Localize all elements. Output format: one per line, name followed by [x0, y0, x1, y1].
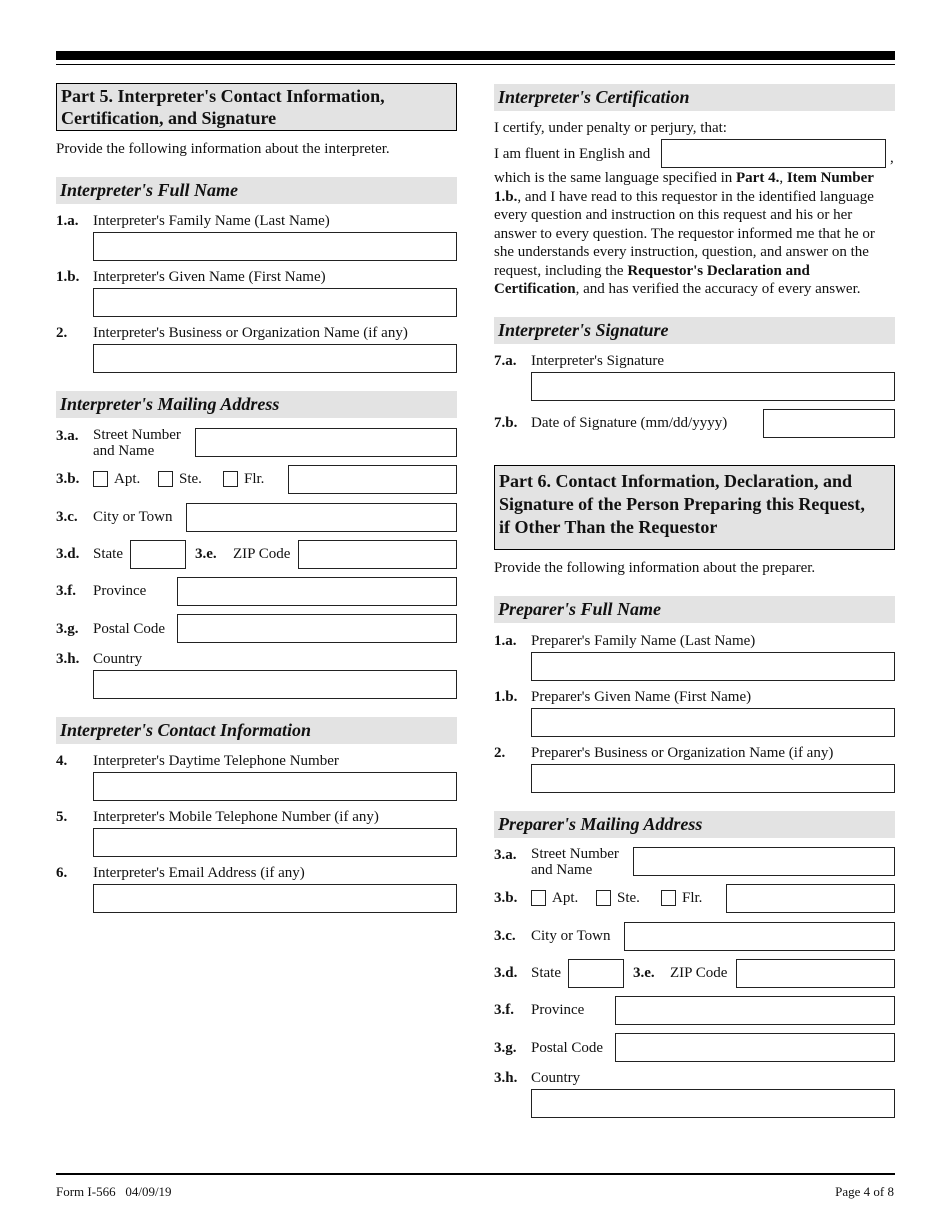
interpreter-full-name-heading: Interpreter's Full Name [56, 177, 457, 204]
item-number: 3.a. [494, 847, 517, 863]
cert-bold-item: Item Number 1.b. [494, 170, 874, 205]
item-number: 2. [56, 325, 68, 341]
interpreter-province-input[interactable] [177, 577, 457, 606]
street-label-line1: Street Number [531, 846, 619, 862]
checkbox-label: Ste. [617, 890, 640, 906]
item-number: 4. [56, 753, 68, 769]
cert-text-4: , and has verified the accuracy of every answer. [575, 281, 861, 297]
preparer-unit-input[interactable] [726, 884, 895, 913]
field-label: Country [93, 651, 143, 667]
field-label: Country [531, 1070, 581, 1086]
interpreter-family-name-input[interactable] [93, 232, 457, 261]
part6-title-line3: if Other Than the Requestor [499, 517, 718, 537]
interpreter-intro: Provide the following information about the interpreter. [56, 141, 390, 157]
preparer-full-name-heading: Preparer's Full Name [494, 596, 895, 623]
interpreter-given-name-input[interactable] [93, 288, 457, 317]
checkbox-label: Ste. [179, 471, 202, 487]
preparer-province-input[interactable] [615, 996, 895, 1025]
page-number: Page 4 of 8 [835, 1184, 894, 1199]
item-number: 3.h. [56, 651, 80, 667]
checkbox-label: Apt. [114, 471, 141, 487]
field-label: City or Town [93, 509, 173, 525]
cert-line1: I certify, under penalty or perjury, that: [494, 120, 727, 136]
interpreter-street-input[interactable] [195, 428, 457, 457]
cert-bold-part4: Part 4. [736, 170, 780, 186]
header-rule-thin [56, 64, 895, 65]
item-number: 3.c. [56, 509, 78, 525]
preparer-given-name-input[interactable] [531, 708, 895, 737]
interpreter-country-input[interactable] [93, 670, 457, 699]
item-number: 7.b. [494, 415, 518, 431]
item-number: 7.a. [494, 353, 517, 369]
interpreter-state-input[interactable] [130, 540, 186, 569]
part6-title [494, 465, 895, 550]
interpreter-daytime-phone-input[interactable] [93, 772, 457, 801]
item-number: 6. [56, 865, 68, 881]
checkbox-label: Flr. [244, 471, 265, 487]
cert-paragraph [494, 169, 895, 299]
item-number: 5. [56, 809, 68, 825]
cert-text-3: , and I have read to this requestor in the identified language every question and instruction on this request and his or her answer to every question. The requestor informed me that he or she understands every instruction, question, and answer on the request, including the [494, 188, 875, 279]
flr-checkbox[interactable] [661, 890, 676, 906]
preparer-intro: Provide the following information about the preparer. [494, 560, 816, 576]
field-label: Preparer's Business or Organization Name (if any) [531, 745, 834, 761]
preparer-street-input[interactable] [633, 847, 895, 876]
field-label: ZIP Code [233, 546, 291, 562]
field-label: Interpreter's Daytime Telephone Number [93, 753, 339, 769]
interpreter-city-input[interactable] [186, 503, 457, 532]
field-label: Preparer's Family Name (Last Name) [531, 633, 756, 649]
field-label: Postal Code [531, 1040, 604, 1056]
checkbox-label: Flr. [682, 890, 703, 906]
preparer-country-input[interactable] [531, 1089, 895, 1118]
item-number: 3.f. [56, 583, 76, 599]
item-number: 1.b. [56, 269, 80, 285]
cert-text-1: which is the same language specified in [494, 170, 737, 186]
item-number: 3.b. [494, 890, 518, 906]
street-label-line2: and Name [531, 862, 593, 878]
item-number: 3.g. [56, 621, 79, 637]
preparer-mailing-heading: Preparer's Mailing Address [494, 811, 895, 838]
item-number: 3.e. [633, 965, 655, 981]
item-number: 3.b. [56, 471, 80, 487]
field-label [531, 846, 619, 878]
field-label [93, 427, 181, 459]
interpreter-business-name-input[interactable] [93, 344, 457, 373]
signature-date-input[interactable] [763, 409, 895, 438]
preparer-postal-input[interactable] [615, 1033, 895, 1062]
apt-checkbox[interactable] [531, 890, 546, 906]
interpreter-signature-heading: Interpreter's Signature [494, 317, 895, 344]
item-number: 3.a. [56, 428, 79, 444]
ste-checkbox[interactable] [596, 890, 611, 906]
form-number: Form I-566 04/09/19 [56, 1184, 172, 1199]
street-label-line1: Street Number [93, 427, 181, 443]
field-label: Interpreter's Mobile Telephone Number (if any) [93, 809, 379, 825]
checkbox-label: Apt. [552, 890, 579, 906]
item-number: 2. [494, 745, 506, 761]
cert-bold-declaration: Requestor's Declaration and Certification [494, 262, 810, 297]
field-label: Interpreter's Email Address (if any) [93, 865, 305, 881]
header-rule-thick [56, 51, 895, 60]
street-label-line2: and Name [93, 443, 155, 459]
interpreter-signature-input[interactable] [531, 372, 895, 401]
ste-checkbox[interactable] [158, 471, 173, 487]
field-label: Interpreter's Given Name (First Name) [93, 269, 326, 285]
preparer-state-input[interactable] [568, 959, 624, 988]
flr-checkbox[interactable] [223, 471, 238, 487]
field-label: ZIP Code [670, 965, 728, 981]
interpreter-postal-input[interactable] [177, 614, 457, 643]
item-number: 3.d. [494, 965, 518, 981]
part5-title-line1: Part 5. Interpreter's Contact Information, [61, 86, 385, 106]
cert-fluent-label: I am fluent in English and [494, 146, 651, 162]
preparer-zip-input[interactable] [736, 959, 895, 988]
apt-checkbox[interactable] [93, 471, 108, 487]
part5-title [56, 83, 457, 131]
field-label: Date of Signature (mm/dd/yyyy) [531, 415, 728, 431]
preparer-family-name-input[interactable] [531, 652, 895, 681]
item-number: 3.g. [494, 1040, 517, 1056]
footer-rule [56, 1173, 895, 1175]
fluent-language-input[interactable] [661, 139, 886, 168]
cert-comma: , [890, 150, 894, 166]
item-number: 1.a. [494, 633, 517, 649]
item-number: 3.d. [56, 546, 80, 562]
interpreter-zip-input[interactable] [298, 540, 457, 569]
field-label: City or Town [531, 928, 611, 944]
item-number: 1.b. [494, 689, 518, 705]
field-label: State [531, 965, 561, 981]
field-label: Province [93, 583, 147, 599]
interpreter-unit-input[interactable] [288, 465, 457, 494]
cert-text-2: , [779, 170, 787, 186]
interpreter-email-input[interactable] [93, 884, 457, 913]
field-label: State [93, 546, 123, 562]
interpreter-mailing-heading: Interpreter's Mailing Address [56, 391, 457, 418]
field-label: Interpreter's Family Name (Last Name) [93, 213, 330, 229]
field-label: Interpreter's Signature [531, 353, 665, 369]
field-label: Interpreter's Business or Organization Name (if any) [93, 325, 408, 341]
interpreter-mobile-phone-input[interactable] [93, 828, 457, 857]
interpreter-certification-heading: Interpreter's Certification [494, 84, 895, 111]
field-label: Province [531, 1002, 585, 1018]
item-number: 3.e. [195, 546, 217, 562]
item-number: 3.f. [494, 1002, 514, 1018]
part6-title-line1: Part 6. Contact Information, Declaration, and [499, 471, 852, 491]
item-number: 1.a. [56, 213, 79, 229]
field-label: Preparer's Given Name (First Name) [531, 689, 752, 705]
interpreter-contact-heading: Interpreter's Contact Information [56, 717, 457, 744]
part6-title-line2: Signature of the Person Preparing this Request, [499, 494, 865, 514]
field-label: Postal Code [93, 621, 166, 637]
preparer-business-name-input[interactable] [531, 764, 895, 793]
preparer-city-input[interactable] [624, 922, 895, 951]
part5-title-line2: Certification, and Signature [61, 108, 277, 128]
item-number: 3.c. [494, 928, 516, 944]
item-number: 3.h. [494, 1070, 518, 1086]
